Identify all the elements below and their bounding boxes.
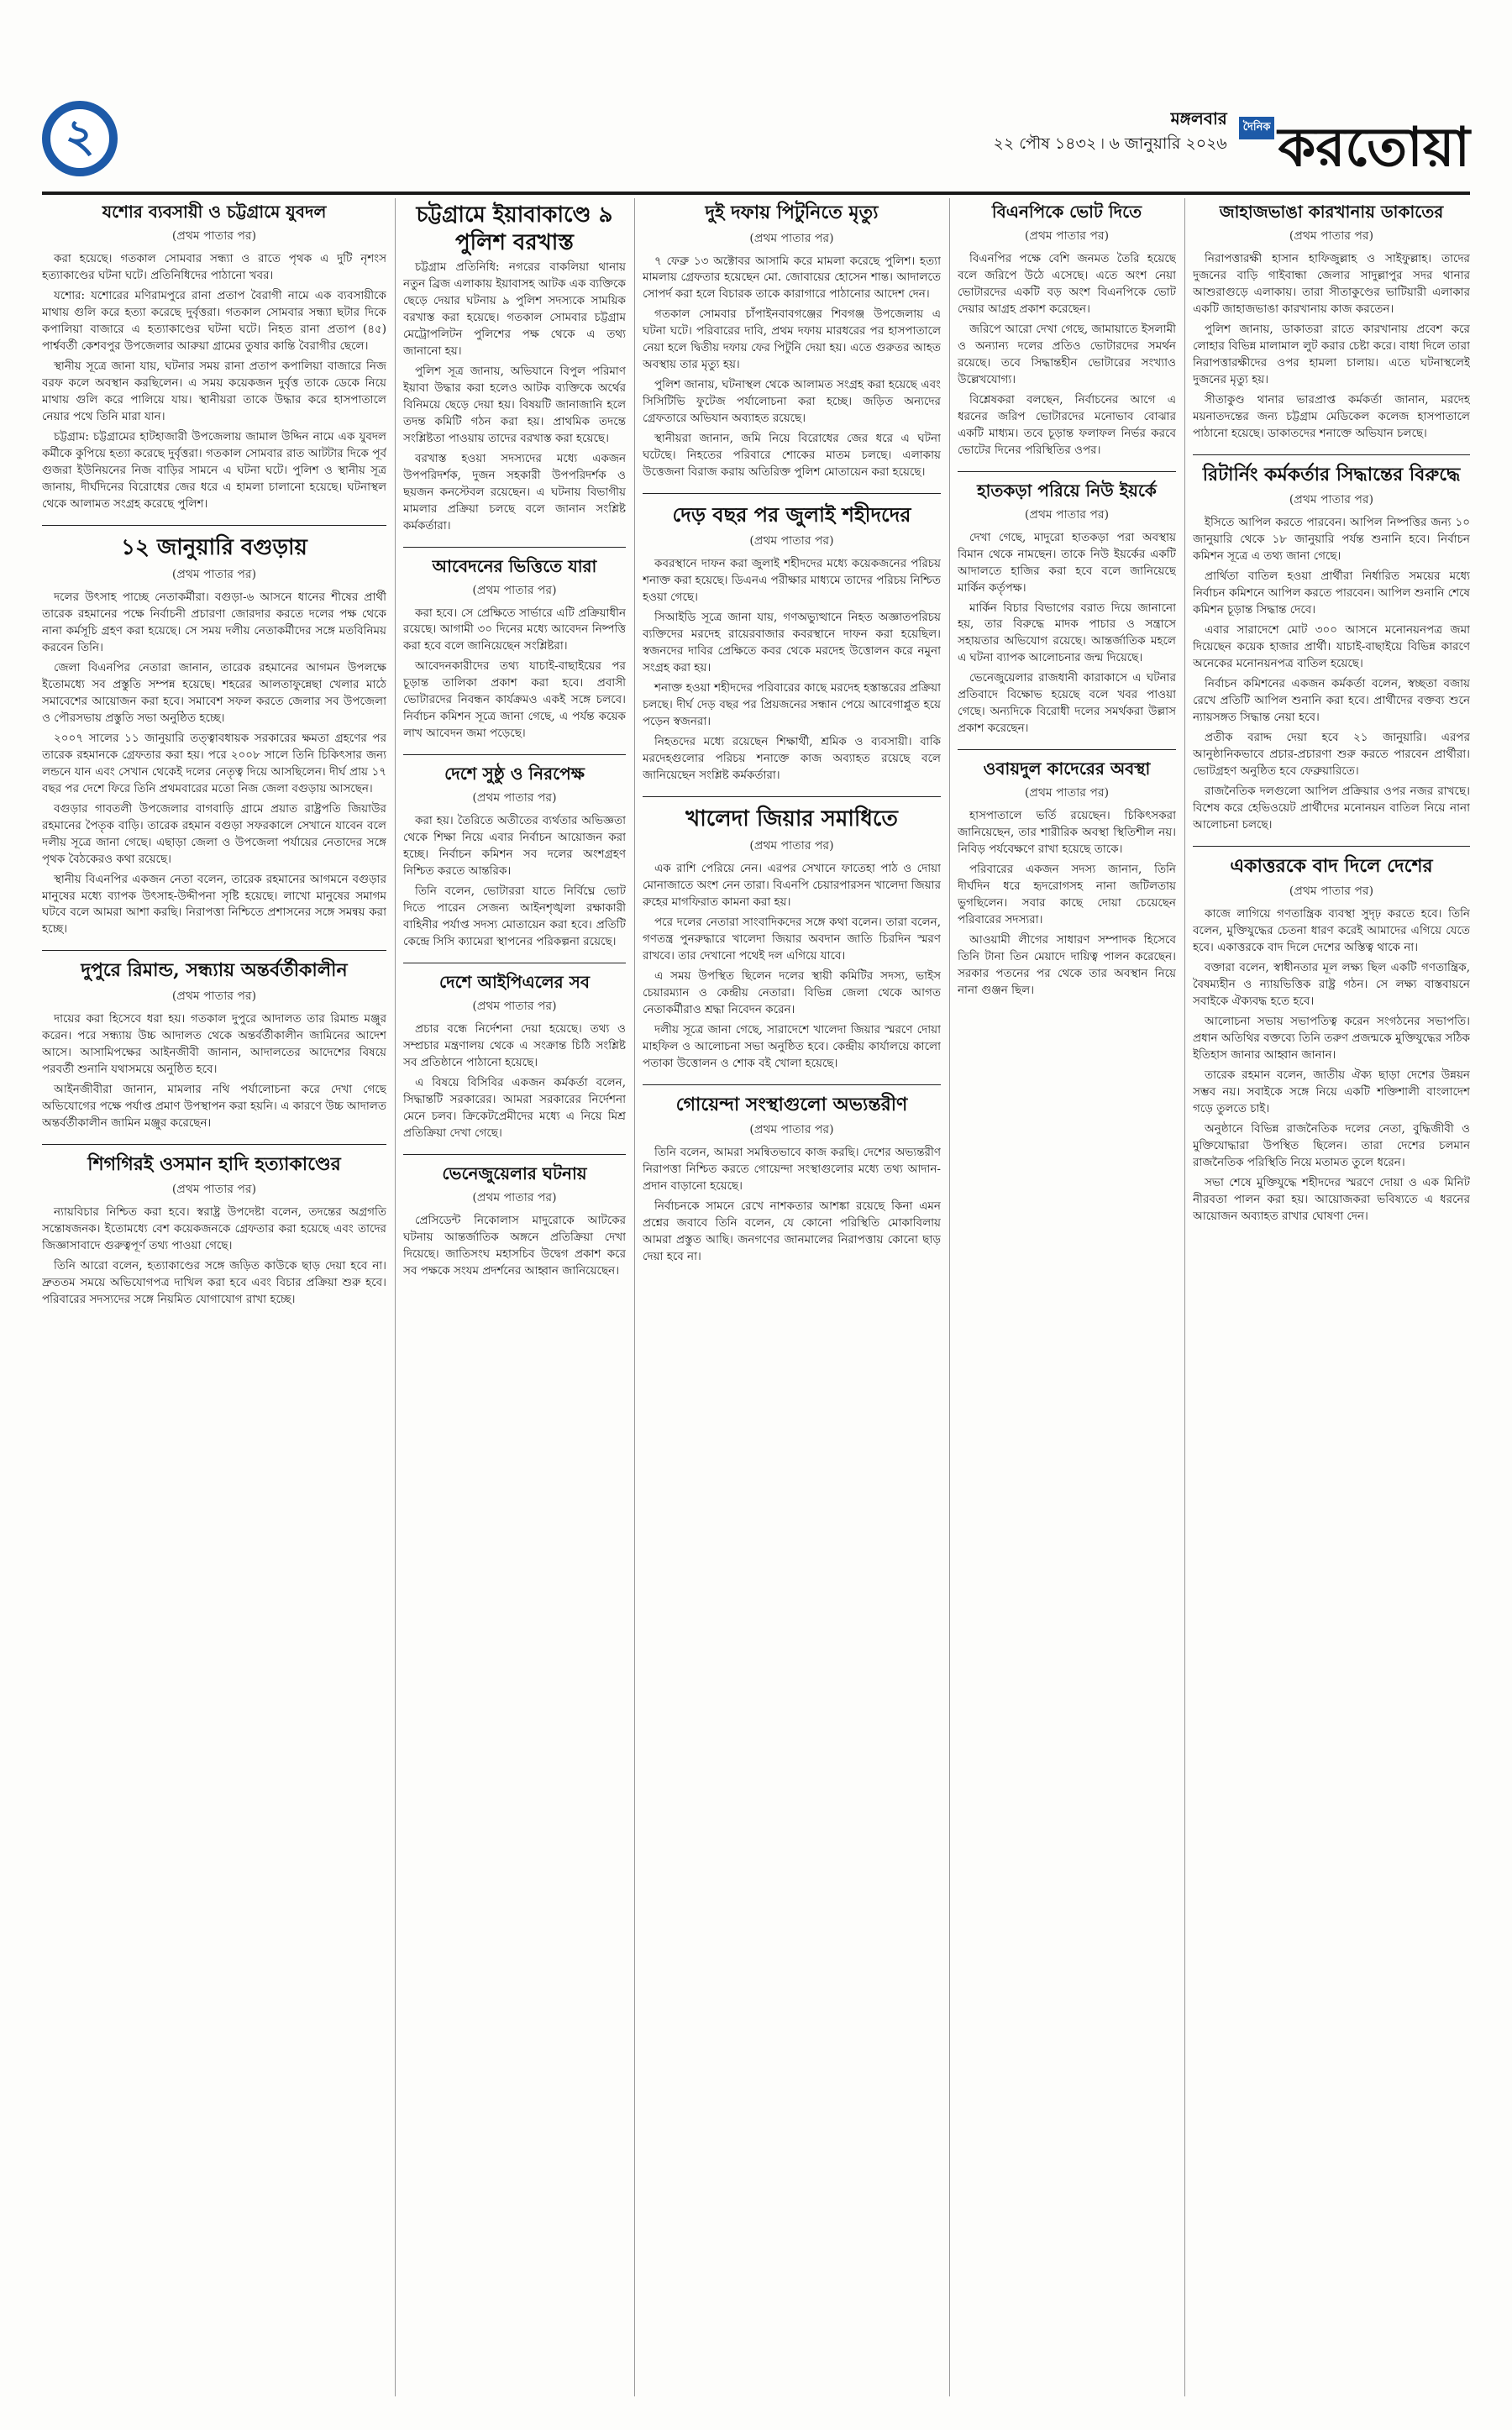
continued-label: (প্রথম পাতার পর) bbox=[749, 534, 834, 548]
article-intelligence bbox=[643, 1094, 941, 1266]
paragraph: আলোচনা সভায় সভাপতিত্ব করেন সংগঠনের সভাপতি। প্রধান অতিথির বক্তব্যে তিনি তরুণ প্রজন্মকে মুক্তিযুদ্ধের সঠিক ইতিহাস জানার আহ্বান জানান। bbox=[1193, 1014, 1470, 1062]
article-july-martyrs bbox=[643, 502, 941, 785]
divider bbox=[42, 525, 386, 526]
article-body bbox=[403, 813, 626, 951]
divider bbox=[42, 1144, 386, 1145]
column-5 bbox=[1193, 198, 1470, 2396]
paragraph: রাজনৈতিক দলগুলো আপিল প্রক্রিয়ার ওপর নজর রাখছে। বিশেষ করে হেভিওয়েট প্রার্থীদের মনোনয়ন বাতিল নিয়ে নানা আলোচনা চলছে। bbox=[1193, 784, 1470, 832]
continued-label: (প্রথম পাতার পর) bbox=[1024, 786, 1110, 800]
article-khaleda-grave bbox=[643, 806, 941, 1073]
column-rule bbox=[634, 198, 635, 2396]
article-body bbox=[403, 260, 626, 535]
article-bogura bbox=[42, 534, 386, 939]
column-rule bbox=[395, 198, 396, 2396]
continued-label: (প্রথম পাতার পর) bbox=[1289, 493, 1374, 507]
article-body bbox=[1193, 906, 1470, 1225]
article-body bbox=[958, 251, 1176, 459]
continued-label: (প্রথম পাতার পর) bbox=[1024, 507, 1110, 522]
headline: দেশে সুষ্ঠু ও নিরপেক্ষ bbox=[444, 764, 585, 785]
headline: আবেদনের ভিত্তিতে যারা bbox=[432, 555, 597, 576]
paragraph: যশোর: যশোরের মণিরামপুরে রানা প্রতাপ বৈরাগী নামে এক ব্যবসায়ীকে মাথায় গুলি করে হত্যা করেছে দুর্বৃত্তরা। গতকাল সোমবার সন্ধ্যা ছটার দিকে কপালিয়া বাজারে এ হত্যাকাণ্ডের ঘটনা ঘটে। নিহত রানা প্রতাপ (৪৫) পার্শ্ববর্তী কেশবপুর উপজেলার আরুয়া গ্রামের তুষার কান্তি বৈরাগীর ছেলে। bbox=[42, 288, 386, 353]
paragraph: অনুষ্ঠানে বিভিন্ন রাজনৈতিক দলের নেতা, বুদ্ধিজীবী ও মুক্তিযোদ্ধারা উপস্থিত ছিলেন। তারা দেশের চলমান রাজনৈতিক পরিস্থিতি নিয়ে মতামত তুলে ধরেন। bbox=[1193, 1121, 1470, 1169]
headline: রিটার্নিং কর্মকর্তার সিদ্ধান্তের বিরুদ্ধে bbox=[1202, 463, 1461, 485]
continued-label: (প্রথম পাতার পর) bbox=[1289, 884, 1374, 899]
continued-label: (প্রথম পাতার পর) bbox=[749, 231, 834, 245]
paragraph: ইসিতে আপিল করতে পারবেন। আপিল নিষ্পত্তির জন্য ১০ জানুয়ারি থেকে ১৮ জানুয়ারি পর্যন্ত শুনানি হবে। নির্বাচন কমিশন সূত্রে এ তথ্য জানা গেছে। bbox=[1193, 516, 1470, 564]
paragraph: বিএনপির পক্ষে বেশি জনমত তৈরি হয়েছে বলে জরিপে উঠে এসেছে। এতে অংশ নেয়া ভোটারদের একটি বড় অংশ বিএনপিকে ভোট দেয়ার আগ্রহ প্রকাশ করেছেন। bbox=[958, 252, 1176, 316]
paragraph: সীতাকুণ্ড থানার ভারপ্রাপ্ত কর্মকর্তা জানান, মরদেহ ময়নাতদন্তের জন্য চট্টগ্রাম মেডিকেল কলেজ হাসপাতালে পাঠানো হয়েছে। ডাকাতদের শনাক্তে অভিযান চলছে। bbox=[1193, 392, 1470, 440]
headline: ওবায়দুল কাদেরের অবস্থা bbox=[983, 758, 1151, 779]
continued-label: (প্রথম পাতার পর) bbox=[472, 1000, 557, 1013]
paragraph: এ বিষয়ে বিসিবির একজন কর্মকর্তা বলেন, সিদ্ধান্তটি সরকারের। আমরা সরকারের নির্দেশনা মেনে চলব। ক্রিকেটপ্রেমীদের মধ্যে এ নিয়ে মিশ্র প্রতিক্রিয়া দেখা গেছে। bbox=[403, 1075, 626, 1140]
paragraph: তারেক রহমান বলেন, জাতীয় ঐক্য ছাড়া দেশের উন্নয়ন সম্ভব নয়। সবাইকে সঙ্গে নিয়ে একটি শক্তিশালী বাংলাদেশ গড়ে তুলতে চাই। bbox=[1193, 1068, 1470, 1115]
article-osman-hadi bbox=[42, 1153, 386, 1309]
article-body bbox=[42, 1011, 386, 1132]
article-body bbox=[958, 808, 1176, 1000]
divider bbox=[42, 950, 386, 951]
paragraph: বিশ্লেষকরা বলছেন, নির্বাচনের আগে এ ধরনের জরিপ ভোটারদের মনোভাব বোঝার একটি মাধ্যম। তবে চূড়ান্ত ফলাফল নির্ভর করবে ভোটের দিনের পরিস্থিতির ওপর। bbox=[958, 392, 1176, 457]
headline: যশোর ব্যবসায়ী ও চট্টগ্রামে যুবদল bbox=[102, 202, 327, 222]
paragraph: জরিপে আরো দেখা গেছে, জামায়াতে ইসলামী ও অন্যান্য দলের প্রতিও ভোটারদের সমর্থন রয়েছে। তবে সিদ্ধান্তহীন ভোটারের সংখ্যাও উল্লেখযোগ্য। bbox=[958, 322, 1176, 386]
column-rule bbox=[949, 198, 950, 2396]
paragraph: পুলিশ সূত্র জানায়, অভিযানে বিপুল পরিমাণ ইয়াবা উদ্ধার করা হলেও আটক ব্যক্তিকে অর্থের বিনিময়ে ছেড়ে দেয়া হয়। বিষয়টি জানাজানি হলে তদন্ত কমিটি গঠন করা হয়। প্রাথমিক তদন্তে সংশ্লিষ্টতা পাওয়ায় তাদের বরখাস্ত করা হয়েছে। bbox=[403, 364, 626, 445]
continued-label: (প্রথম পাতার পর) bbox=[472, 791, 557, 806]
paragraph: চট্টগ্রাম: চট্টগ্রামের হাটহাজারী উপজেলায় জামাল উদ্দিন নামে এক যুবদল কর্মীকে কুপিয়ে হত্যা করেছে দুর্বৃত্তরা। গতকাল সোমবার রাত আটটার দিকে পূর্ব গুজরা ইউনিয়নের নিজ বাড়ির সামনে এ ঘটনা ঘটে। পুলিশ ও স্থানীয় সূত্র জানায়, দীর্ঘদিনের বিরোধের জের ধরে এ হামলা চালানো হয়েছে। ঘটনাস্থল থেকে আলামত সংগ্রহ করেছে পুলিশ। bbox=[42, 429, 386, 511]
paragraph: ভেনেজুয়েলার রাজধানী কারাকাসে এ ঘটনার প্রতিবাদে বিক্ষোভ হয়েছে বলে খবর পাওয়া গেছে। অন্যদিকে বিরোধী দলের সমর্থকরা উল্লাস প্রকাশ করেছেন। bbox=[958, 671, 1176, 736]
headline: ১২ জানুয়ারি বগুড়ায় bbox=[121, 534, 307, 560]
paragraph: হাসপাতালে ভর্তি রয়েছেন। চিকিৎসকরা জানিয়েছেন, তার শারীরিক অবস্থা স্থিতিশীল নয়। নিবিড় পর্যবেক্ষণে রাখা হয়েছে তাকে। bbox=[958, 809, 1176, 857]
headline: ভেনেজুয়েলার ঘটনায় bbox=[442, 1163, 587, 1184]
logo-badge: দৈনিক bbox=[1239, 117, 1275, 139]
continued-label: (প্রথম পাতার পর) bbox=[171, 229, 257, 243]
paragraph: নিহতদের মধ্যে রয়েছেন শিক্ষার্থী, শ্রমিক ও ব্যবসায়ী। বাকি মরদেহগুলোর পরিচয় শনাক্তে কাজ অব্যাহত রয়েছে বলে জানিয়েছেন সংশ্লিষ্ট কর্মকর্তারা। bbox=[643, 734, 941, 782]
headline: খালেদা জিয়ার সমাধিতে bbox=[685, 806, 898, 832]
paragraph: শনাক্ত হওয়া শহীদদের পরিবারের কাছে মরদেহ হস্তান্তরের প্রক্রিয়া চলছে। দীর্ঘ দেড় বছর পর প্রিয়জনের সন্ধান পেয়ে আবেগাপ্লুত হয়ে পড়েন স্বজনরা। bbox=[643, 680, 941, 728]
column-1 bbox=[42, 198, 386, 2396]
article-bnp-vote bbox=[958, 202, 1176, 459]
article-venezuela bbox=[403, 1163, 626, 1280]
article-yaba-police bbox=[403, 202, 626, 535]
page-header bbox=[42, 101, 1470, 195]
continued-label: (প্রথম পাতার পর) bbox=[1024, 229, 1110, 243]
paragraph: সিআইডি সূত্রে জানা যায়, গণঅভ্যুত্থানে নিহত অজ্ঞাতপরিচয় ব্যক্তিদের মরদেহ রায়েরবাজার কবরস্থানে দাফন করা হয়েছিল। স্বজনদের দাবির প্রেক্ষিতে কবর থেকে মরদেহ উত্তোলন করে নমুনা সংগ্রহ করা হয়। bbox=[643, 611, 941, 674]
divider bbox=[1193, 454, 1470, 455]
paragraph: এ সময় উপস্থিত ছিলেন দলের স্থায়ী কমিটির সদস্য, ভাইস চেয়ারম্যান ও কেন্দ্রীয় নেতারা। বিভিন্ন জেলা থেকে আগত নেতাকর্মীরাও শ্রদ্ধা নিবেদন করেন। bbox=[643, 969, 941, 1016]
article-body bbox=[643, 254, 941, 482]
headline: গোয়েন্দা সংস্থাগুলো অভ্যন্তরীণ bbox=[675, 1093, 908, 1115]
paragraph: পুলিশ জানায়, ঘটনাস্থল থেকে আলামত সংগ্রহ করা হয়েছে এবং সিসিটিভি ফুটেজ পর্যালোচনা করা হচ্ছে। জড়িত অন্যদের গ্রেফতারে অভিযান অব্যাহত রয়েছে। bbox=[643, 378, 941, 426]
paragraph: নিরাপত্তারক্ষী হাসান হাফিজুল্লাহ ও সাইফুল্লাহ। তাদের দুজনের বাড়ি গাইবান্ধা জেলার সাদুল্লাপুর সদর থানার আশুরাগুড়ে এলাকায়। তারা সীতাকুণ্ডের ভাটিয়ারী এলাকার একটি জাহাজভাঙা কারখানায় কাজ করতেন। bbox=[1193, 252, 1470, 316]
paragraph: ৭ ফেব্রু ১৩ অক্টোবর আসামি করে মামলা করেছে পুলিশ। হত্যা মামলায় গ্রেফতার হয়েছেন মো. জোবায়ের হোসেন শান্ত। আদালতে সোপর্দ করা হলে বিচারক তাকে কারাগারে পাঠানোর আদেশ দেন। bbox=[643, 254, 941, 302]
article-body bbox=[42, 1205, 386, 1309]
divider bbox=[643, 796, 941, 797]
divider bbox=[403, 1154, 626, 1155]
paragraph: কবরস্থানে দাফন করা জুলাই শহীদদের মধ্যে কয়েকজনের পরিচয় শনাক্ত করা হয়েছে। ডিএনএ পরীক্ষার মাধ্যমে তাদের পরিচয় নিশ্চিত হওয়া গেছে। bbox=[643, 557, 941, 605]
headline: দুই দফায় পিটুনিতে মৃত্যু bbox=[705, 202, 879, 223]
headline: জাহাজভাঙা কারখানায় ডাকাতের bbox=[1219, 202, 1444, 222]
paragraph: এবার সারাদেশে মোট ৩০০ আসনে মনোনয়নপত্র জমা দিয়েছেন কয়েক হাজার প্রার্থী। যাচাই-বাছাইয়ে বিভিন্ন কারণে অনেকের মনোনয়নপত্র বাতিল হয়েছে। bbox=[1193, 622, 1470, 670]
headline: চট্টগ্রামে ইয়াবাকাণ্ডে ৯ পুলিশ বরখাস্ত bbox=[416, 202, 613, 255]
date-block bbox=[994, 106, 1227, 156]
paragraph: পরে দলের নেতারা সাংবাদিকদের সঙ্গে কথা বলেন। তারা বলেন, গণতন্ত্র পুনরুদ্ধারে খালেদা জিয়ার অবদান জাতি চিরদিন স্মরণ রাখবে। তার দেখানো পথেই দল এগিয়ে যাবে। bbox=[643, 916, 941, 963]
paragraph: কাজে লাগিয়ে গণতান্ত্রিক ব্যবস্থা সুদৃঢ় করতে হবে। তিনি বলেন, মুক্তিযুদ্ধের চেতনা ধারণ করেই আমাদের এগিয়ে যেতে হবে। একাত্তরকে বাদ দিলে দেশের অস্তিত্ব থাকে না। bbox=[1193, 907, 1470, 955]
paragraph: পরিবারের একজন সদস্য জানান, তিনি দীর্ঘদিন ধরে হৃদরোগসহ নানা জটিলতায় ভুগছিলেন। সবার কাছে দোয়া চেয়েছেন পরিবারের সদস্যরা। bbox=[958, 863, 1176, 927]
paragraph: করা হয়। তৈরিতে অতীতের ব্যর্থতার অভিজ্ঞতা থেকে শিক্ষা নিয়ে এবার নির্বাচন আয়োজন করা হচ্ছে। নির্বাচন কমিশন সব দলের অংশগ্রহণ নিশ্চিত করতে আন্তরিক। bbox=[403, 814, 626, 879]
article-body bbox=[643, 556, 941, 785]
paragraph: বক্তারা বলেন, স্বাধীনতার মূল লক্ষ্য ছিল একটি গণতান্ত্রিক, বৈষম্যহীন ও ন্যায়ভিত্তিক রাষ্ট্র গঠন। সে লক্ষ্য বাস্তবায়নে সবাইকে ঐক্যবদ্ধ হতে হবে। bbox=[1193, 961, 1470, 1008]
article-body bbox=[403, 1021, 626, 1142]
paragraph: দায়ের করা হিসেবে ধরা হয়। গতকাল দুপুরে আদালত তার রিমান্ড মঞ্জুর করেন। পরে সন্ধ্যায় উচ্চ আদালত থেকে অন্তর্বর্তীকালীন জামিনের আদেশ আসে। আসামিপক্ষের আইনজীবী জানান, আদালতের আদেশের বিষয়ে পরবর্তী শুনানি যথাসময়ে অনুষ্ঠিত হবে। bbox=[42, 1011, 386, 1076]
article-beating-death bbox=[643, 202, 941, 481]
paragraph: করা হয়েছে। গতকাল সোমবার সন্ধ্যা ও রাতে পৃথক এ দুটি নৃশংস হত্যাকাণ্ডের ঘটনা ঘটে। প্রতিনিধিদের পাঠানো খবর। bbox=[42, 252, 386, 282]
paragraph: তিনি বলেন, আমরা সমন্বিতভাবে কাজ করছি। দেশের অভ্যন্তরীণ নিরাপত্তা নিশ্চিত করতে গোয়েন্দা সংস্থাগুলোর মধ্যে তথ্য আদান-প্রদান বাড়ানো হয়েছে। bbox=[643, 1146, 941, 1194]
paragraph: স্থানীয় সূত্রে জানা যায়, ঘটনার সময় রানা প্রতাপ কপালিয়া বাজারে নিজ বরফ কলে অবস্থান করছিলেন। এ সময় কয়েকজন দুর্বৃত্ত তাকে ডেকে নিয়ে মাথায় গুলি করে পালিয়ে যায়। স্থানীয়রা তাকে উদ্ধার করে হাসপাতালে নেয়ার পথে তিনি মারা যান। bbox=[42, 359, 386, 423]
paragraph: পুলিশ জানায়, ডাকাতরা রাতে কারখানায় প্রবেশ করে লোহার বিভিন্ন মালামাল লুট করার চেষ্টা করে। বাধা দিলে তারা নিরাপত্তারক্ষীদের ওপর হামলা চালায়। এতে ঘটনাস্থলেই দুজনের মৃত্যু হয়। bbox=[1193, 322, 1470, 386]
date-line: ২২ পৌষ ১৪৩২ ৷ ৬ জানুয়ারি ২০২৬ bbox=[993, 134, 1227, 153]
paragraph: আওয়ামী লীগের সাধারণ সম্পাদক হিসেবে তিনি টানা তিন মেয়াদে দায়িত্ব পালন করেছেন। সরকার পতনের পর থেকে তার অবস্থান নিয়ে নানা গুঞ্জন ছিল। bbox=[958, 933, 1176, 997]
continued-label: (প্রথম পাতার পর) bbox=[1289, 229, 1374, 243]
article-jashore bbox=[42, 202, 386, 513]
paragraph: করা হবে। সে প্রেক্ষিতে সার্ভারে এটি প্রক্রিয়াধীন রয়েছে। আগামী ৩০ দিনের মধ্যে আবেদন নিষ্পত্তি করা হবে বলে জানিয়েছেন সংশ্লিষ্টরা। bbox=[403, 606, 626, 653]
paragraph: নির্বাচন কমিশনের একজন কর্মকর্তা বলেন, স্বচ্ছতা বজায় রেখে প্রতিটি আপিল শুনানি করা হবে। প্রার্থীদের বক্তব্য শুনে ন্যায়সঙ্গত সিদ্ধান্ত নেয়া হবে। bbox=[1193, 676, 1470, 724]
headline: দেশে আইপিএলের সব bbox=[439, 972, 590, 992]
article-body bbox=[1193, 251, 1470, 443]
divider bbox=[643, 493, 941, 494]
divider bbox=[403, 754, 626, 755]
divider bbox=[403, 547, 626, 548]
article-fair-election bbox=[403, 764, 626, 951]
paragraph: আবেদনকারীদের তথ্য যাচাই-বাছাইয়ের পর চূড়ান্ত তালিকা প্রকাশ করা হবে। প্রবাসী ভোটারদের নিবন্ধন কার্যক্রমও একই সঙ্গে চলবে। নির্বাচন কমিশন সূত্রে জানা গেছে, এ পর্যন্ত কয়েক লাখ আবেদন জমা পড়েছে। bbox=[403, 659, 626, 741]
headline: শিগগিরই ওসমান হাদি হত্যাকাণ্ডের bbox=[87, 1152, 341, 1175]
headline: দুপুরে রিমান্ড, সন্ধ্যায় অন্তর্বর্তীকালীন bbox=[81, 959, 348, 982]
paragraph: চট্টগ্রাম প্রতিনিধি: নগরের বাকলিয়া থানায় নতুন ব্রিজ এলাকায় ইয়াবাসহ আটক এক ব্যক্তিকে ছেড়ে দেয়ার ঘটনায় ৯ পুলিশ সদস্যকে সাময়িক বরখাস্ত করা হয়েছে। গতকাল সোমবার চট্টগ্রাম মেট্রোপলিটন পুলিশের পক্ষ থেকে এ তথ্য জানানো হয়। bbox=[403, 260, 626, 358]
article-remand bbox=[42, 959, 386, 1131]
paragraph: নির্বাচনকে সামনে রেখে নাশকতার আশঙ্কা রয়েছে কিনা এমন প্রশ্নের জবাবে তিনি বলেন, যে কোনো পরিস্থিতি মোকাবিলায় আমরা প্রস্তুত আছি। জনগণের জানমালের নিরাপত্তায় কোনো ছাড় দেয়া হবে না। bbox=[643, 1199, 941, 1264]
column-4 bbox=[958, 198, 1176, 2396]
paragraph: স্থানীয় বিএনপির একজন নেতা বলেন, তারেক রহমানের আগমনে বগুড়ার মানুষের মধ্যে ব্যাপক উৎসাহ-উদ্দীপনা সৃষ্টি হয়েছে। লাখো মানুষের সমাগম ঘটবে বলে আমরা আশা করছি। নিরাপত্তা নিশ্চিতে প্রশাসনের সঙ্গে সমন্বয় করা হচ্ছে। bbox=[42, 872, 386, 937]
masthead bbox=[994, 106, 1470, 181]
day-label: মঙ্গলবার bbox=[1170, 108, 1227, 129]
article-body bbox=[1193, 515, 1470, 833]
paragraph: সভা শেষে মুক্তিযুদ্ধে শহীদদের স্মরণে দোয়া ও এক মিনিট নীরবতা পালন করা হয়। আয়োজকরা ভবিষ্যতে এ ধরনের আয়োজন অব্যাহত রাখার ঘোষণা দেন। bbox=[1193, 1175, 1470, 1223]
paragraph: দলীয় সূত্রে জানা গেছে, সারাদেশে খালেদা জিয়ার স্মরণে দোয়া মাহফিল ও আলোচনা সভা অনুষ্ঠিত হবে। কেন্দ্রীয় কার্যালয়ে কালো পতাকা উত্তোলন ও শোক বই খোলা হয়েছে। bbox=[643, 1022, 941, 1070]
paragraph: তিনি বলেন, ভোটাররা যাতে নির্বিঘ্নে ভোট দিতে পারেন সেজন্য আইনশৃঙ্খলা রক্ষাকারী বাহিনীর পর্যাপ্ত সদস্য মোতায়েন করা হবে। প্রতিটি কেন্দ্রে সিসি ক্যামেরা স্থাপনের পরিকল্পনা রয়েছে। bbox=[403, 884, 626, 949]
article-body bbox=[403, 606, 626, 743]
headline: বিএনপিকে ভোট দিতে bbox=[991, 202, 1142, 222]
article-body bbox=[958, 530, 1176, 738]
article-handcuff bbox=[958, 480, 1176, 738]
paragraph: আইনজীবীরা জানান, মামলার নথি পর্যালোচনা করে দেখা গেছে অভিযোগের পক্ষে পর্যাপ্ত প্রমাণ উপস্থাপন করা হয়নি। এ কারণে উচ্চ আদালত অন্তর্বর্তীকালীন জামিন মঞ্জুর করেছেন। bbox=[42, 1082, 386, 1130]
headline: একাত্তরকে বাদ দিলে দেশের bbox=[1230, 854, 1433, 877]
article-1971 bbox=[1193, 855, 1470, 1225]
paragraph: বরখাস্ত হওয়া সদস্যদের মধ্যে একজন উপপরিদর্শক, দুজন সহকারী উপপরিদর্শক ও ছয়জন কনস্টেবল রয়েছেন। এ ঘটনায় বিভাগীয় মামলার প্রক্রিয়া চলছে বলে জানান সংশ্লিষ্ট কর্মকর্তারা। bbox=[403, 451, 626, 533]
article-body bbox=[643, 1145, 941, 1266]
article-body bbox=[403, 1213, 626, 1280]
headline: হাতকড়া পরিয়ে নিউ ইয়র্কে bbox=[977, 480, 1157, 501]
continued-label: (প্রথম পাতার পর) bbox=[472, 583, 557, 597]
page-number-badge: ২ bbox=[42, 101, 118, 176]
paragraph: মার্কিন বিচার বিভাগের বরাত দিয়ে জানানো হয়, তার বিরুদ্ধে মাদক পাচার ও সন্ত্রাসে সহায়তার অভিযোগ রয়েছে। আন্তর্জাতিক মহলে এ ঘটনা ব্যাপক আলোচনার জন্ম দিয়েছে। bbox=[958, 601, 1176, 665]
article-ipl bbox=[403, 972, 626, 1142]
article-returning-officer bbox=[1193, 464, 1470, 834]
divider bbox=[643, 1084, 941, 1085]
continued-label: (প্রথম পাতার পর) bbox=[749, 1123, 834, 1137]
paragraph: ন্যায়বিচার নিশ্চিত করা হবে। স্বরাষ্ট্র উপদেষ্টা বলেন, তদন্তের অগ্রগতি সন্তোষজনক। ইতোমধ্যে বেশ কয়েকজনকে গ্রেফতার করা হয়েছে এবং তাদের জিজ্ঞাসাবাদে গুরুত্বপূর্ণ তথ্য পাওয়া গেছে। bbox=[42, 1205, 386, 1253]
paragraph: প্রেসিডেন্ট নিকোলাস মাদুরোকে আটকের ঘটনায় আন্তর্জাতিক অঙ্গনে প্রতিক্রিয়া দেখা দিয়েছে। জাতিসংঘ মহাসচিব উদ্বেগ প্রকাশ করে সব পক্ষকে সংযম প্রদর্শনের আহ্বান জানিয়েছেন। bbox=[403, 1213, 626, 1278]
article-obaidul-quader bbox=[958, 758, 1176, 1000]
paragraph: দেখা গেছে, মাদুরো হাতকড়া পরা অবস্থায় বিমান থেকে নামছেন। তাকে নিউ ইয়র্কের একটি আদালতে হাজির করা হবে বলে জানিয়েছে মার্কিন কর্তৃপক্ষ। bbox=[958, 530, 1176, 595]
column-rule bbox=[1184, 198, 1185, 2396]
continued-label: (প্রথম পাতার পর) bbox=[171, 989, 257, 1003]
paragraph: জেলা বিএনপির নেতারা জানান, তারেক রহমানের আগমন উপলক্ষে ইতোমধ্যে সব প্রস্তুতি সম্পন্ন হয়েছে। শহরের আলতাফুন্নেছা খেলার মাঠে সমাবেশের আয়োজন করা হবে। সমাবেশ সফল করতে জেলার সব উপজেলা ও পৌরসভায় প্রস্তুতি সভা অনুষ্ঠিত হচ্ছে। bbox=[42, 660, 386, 725]
article-body bbox=[42, 251, 386, 513]
continued-label: (প্রথম পাতার পর) bbox=[472, 1190, 557, 1205]
column-2 bbox=[403, 198, 626, 2396]
paragraph: ২০০৭ সালের ১১ জানুয়ারি তত্ত্বাবধায়ক সরকারের ক্ষমতা গ্রহণের পর তারেক রহমানকে গ্রেফতার করা হয়। পরে ২০০৮ সালে তিনি চিকিৎসার জন্য লন্ডনে যান এবং সেখান থেকেই দলের নেতৃত্ব দিয়ে আসছিলেন। দীর্ঘ প্রায় ১৭ বছর পর দেশে ফিরে তিনি প্রথমবারের মতো নিজ জেলা বগুড়ায় আসছেন। bbox=[42, 731, 386, 795]
article-body bbox=[42, 590, 386, 938]
divider bbox=[1193, 846, 1470, 847]
newspaper-logo bbox=[1239, 106, 1470, 181]
divider bbox=[958, 749, 1176, 750]
continued-label: (প্রথম পাতার পর) bbox=[171, 1183, 257, 1197]
paragraph: স্থানীয়রা জানান, জমি নিয়ে বিরোধের জের ধরে এ ঘটনা ঘটেছে। নিহতের পরিবারে শোকের মাতম চলছে। এলাকায় উত্তেজনা বিরাজ করায় অতিরিক্ত পুলিশ মোতায়েন করা হয়েছে। bbox=[643, 432, 941, 480]
paragraph: প্রচার বন্ধে নির্দেশনা দেয়া হয়েছে। তথ্য ও সম্প্রচার মন্ত্রণালয় থেকে এ সংক্রান্ত চিঠি সংশ্লিষ্ট সব প্রতিষ্ঠানে পাঠানো হয়েছে। bbox=[403, 1022, 626, 1069]
headline: দেড় বছর পর জুলাই শহীদদের bbox=[672, 502, 911, 527]
continued-label: (প্রথম পাতার পর) bbox=[749, 839, 834, 853]
paragraph: বগুড়ার গাবতলী উপজেলার বাগবাড়ি গ্রামে প্রয়াত রাষ্ট্রপতি জিয়াউর রহমানের পৈতৃক বাড়ি। তারেক রহমান বগুড়া সফরকালে সেখানে যাবেন বলে দলীয় সূত্রে জানা গেছে। এছাড়া জেলা ও উপজেলা পর্যায়ের নেতাদের সঙ্গে পৃথক বৈঠকেরও কথা রয়েছে। bbox=[42, 801, 386, 866]
logo-text: করতোয়া bbox=[1278, 116, 1470, 179]
column-3 bbox=[643, 198, 941, 2396]
continued-label: (প্রথম পাতার পর) bbox=[171, 568, 257, 582]
paragraph: তিনি আরো বলেন, হত্যাকাণ্ডের সঙ্গে জড়িত কাউকে ছাড় দেয়া হবে না। দ্রুততম সময়ে অভিযোগপত্র দাখিল করা হবে এবং বিচার প্রক্রিয়া শুরু হবে। পরিবারের সদস্যদের সঙ্গে নিয়মিত যোগাযোগ রাখা হচ্ছে। bbox=[42, 1259, 386, 1307]
article-application bbox=[403, 556, 626, 743]
article-shipbreaking bbox=[1193, 202, 1470, 443]
article-body bbox=[643, 861, 941, 1073]
paragraph: প্রতীক বরাদ্দ দেয়া হবে ২১ জানুয়ারি। এরপর আনুষ্ঠানিকভাবে প্রচার-প্রচারণা শুরু করতে পারবেন প্রার্থীরা। ভোটগ্রহণ অনুষ্ঠিত হবে ফেব্রুয়ারিতে। bbox=[1193, 730, 1470, 778]
divider bbox=[958, 471, 1176, 472]
paragraph: দলের উৎসাহ পাচ্ছে নেতাকর্মীরা। বগুড়া-৬ আসনে ধানের শীষের প্রার্থী তারেক রহমানের পক্ষে নির্বাচনী প্রচারণা জোরদার করতে দলের পক্ষ থেকে নানা কর্মসূচি গ্রহণ করা হয়েছে। সে সময় দলীয় নেতাকর্মীদের সঙ্গে মতবিনিময় করবেন তিনি। bbox=[42, 590, 386, 654]
paragraph: গতকাল সোমবার চাঁপাইনবাবগঞ্জের শিবগঞ্জ উপজেলায় এ ঘটনা ঘটে। পরিবারের দাবি, প্রথম দফায় মারধরের পর হাসপাতালে নেয়া হলে দ্বিতীয় দফায় ফের পিটুনি দেয়া হয়। এতে গুরুতর আহত অবস্থায় তার মৃত্যু হয়। bbox=[643, 307, 941, 372]
paragraph: প্রার্থিতা বাতিল হওয়া প্রার্থীরা নির্ধারিত সময়ের মধ্যে নির্বাচন কমিশনে আপিল করতে পারবেন। আপিল শুনানি শেষে কমিশন চূড়ান্ত সিদ্ধান্ত দেবে। bbox=[1193, 569, 1470, 617]
paragraph: এক রাশি পেরিয়ে নেন। এরপর সেখানে ফাতেহা পাঠ ও দোয়া মোনাজাতে অংশ নেন তারা। বিএনপি চেয়ারপারসন খালেদা জিয়ার রুহের মাগফিরাত কামনা করা হয়। bbox=[643, 862, 941, 910]
